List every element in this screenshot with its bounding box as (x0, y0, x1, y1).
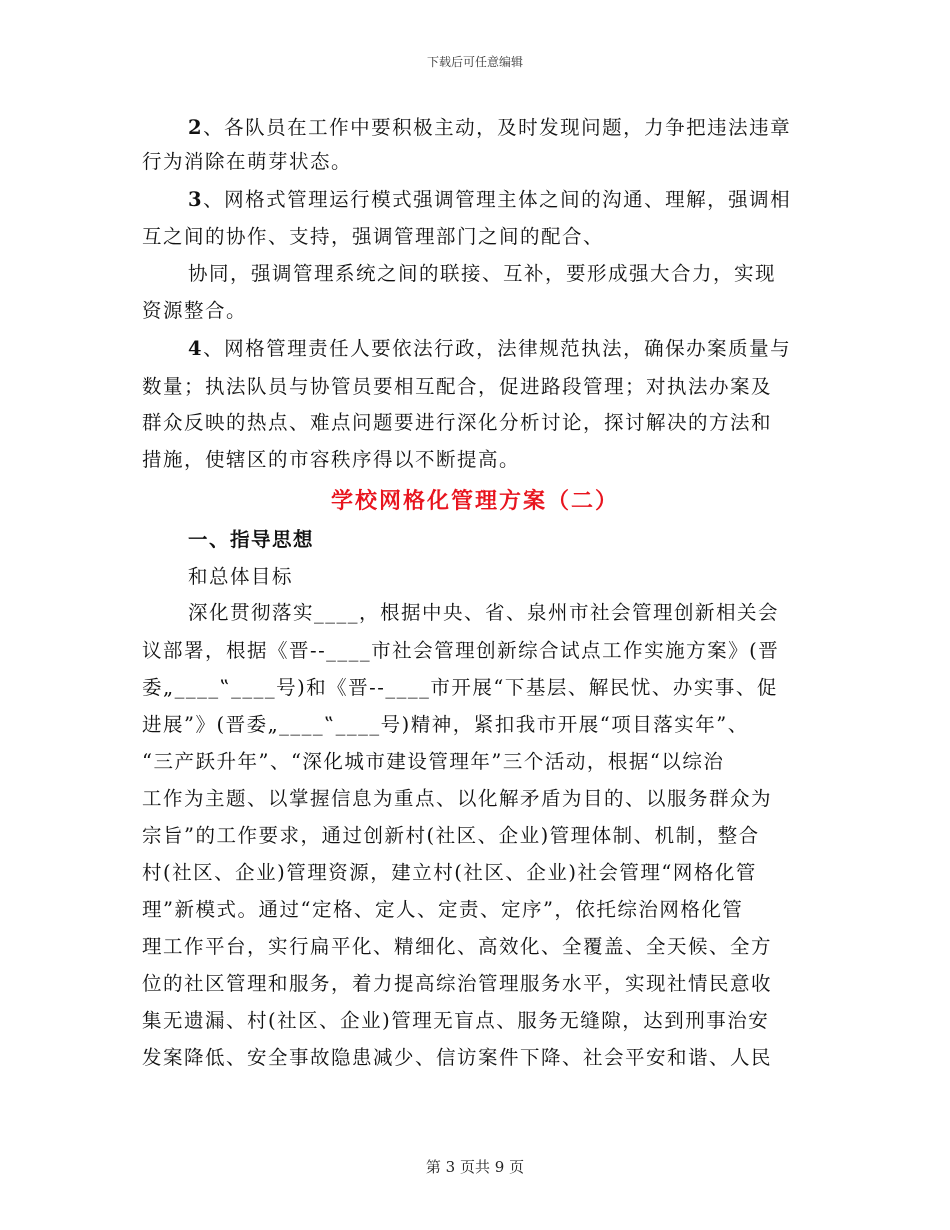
item-4-line-4: 措施，使辖区的市容秩序得以不断提高。 (142, 448, 521, 471)
paragraph-line: 深化贯彻落实____，根据中央、省、泉州市社会管理创新相关会 (188, 601, 780, 624)
item-text: 、网格管理责任人要依法行政，法律规范执法，确保办案质量与 (203, 337, 792, 360)
paragraph-line: 宗旨”的工作要求，通过创新村(社区、企业)管理体制、机制，整合 (142, 824, 760, 847)
paragraph-line: 委„____‟____号)和《晋--____市开展“下基层、解民忧、办实事、促 (142, 676, 778, 699)
item-2-line-2: 行为消除在萌芽状态。 (142, 150, 353, 173)
paragraph-line: 工作为主题、以掌握信息为重点、以化解矛盾为目的、以服务群众为 (142, 787, 773, 810)
item-number: 3 (188, 188, 204, 211)
item-4-line-3: 群众反映的热点、难点问题要进行深化分析讨论，探讨解决的方法和 (142, 411, 773, 434)
paragraph-line: 集无遗漏、村(社区、企业)管理无盲点、服务无缝隙，达到刑事治安 (142, 1009, 770, 1032)
item-text: 、网格式管理运行模式强调管理主体之间的沟通、理解，强调相 (203, 188, 792, 211)
paragraph-line: 发案降低、安全事故隐患减少、信访案件下降、社会平安和谐、人民 (142, 1046, 773, 1069)
page-footer: 第 3 页共 9 页 (425, 1158, 525, 1176)
item-2-line-1 (188, 113, 791, 143)
item-4-line-2: 数量；执法队员与协管员要相互配合，促进路段管理；对执法办案及 (142, 375, 773, 398)
item-3-line-4: 资源整合。 (142, 299, 248, 322)
page-header: 下载后可任意编辑 (426, 55, 523, 69)
item-4-line-1 (188, 334, 791, 364)
item-3-line-1 (188, 185, 791, 215)
item-3-line-2: 互之间的协作、支持，强调管理部门之间的配合、 (142, 225, 605, 248)
document-title: 学校网格化管理方案（二） (330, 488, 619, 514)
section-heading: 一、指导思想 (188, 528, 315, 551)
paragraph-line: 村(社区、企业)管理资源，建立村(社区、企业)社会管理“网格化管 (142, 861, 757, 884)
paragraph-line: “三产跃升年”、“深化城市建设管理年”三个活动，根据“以综治 (142, 750, 725, 773)
paragraph-line: 理工作平台，实行扁平化、精细化、高效化、全覆盖、全天候、全方 (142, 935, 773, 958)
item-3-line-3: 协同，强调管理系统之间的联接、互补，要形成强大合力，实现 (188, 262, 777, 285)
item-text: 、各队员在工作中要积极主动，及时发现问题，力争把违法违章 (203, 116, 792, 139)
item-number: 2 (188, 116, 204, 139)
paragraph-line: 理”新模式。通过“定格、定人、定责、定序”，依托综治网格化管 (142, 898, 744, 921)
paragraph-line: 议部署，根据《晋--____市社会管理创新综合试点工作实施方案》(晋 (142, 639, 780, 662)
paragraph-line: 位的社区管理和服务，着力提高综治管理服务水平，实现社情民意收 (142, 972, 773, 995)
item-number: 4 (188, 337, 204, 360)
section-subheading: 和总体目标 (188, 565, 294, 588)
paragraph-line: 进展”》(晋委„____‟____号)精神，紧扣我市开展“项目落实年”、 (142, 713, 749, 736)
